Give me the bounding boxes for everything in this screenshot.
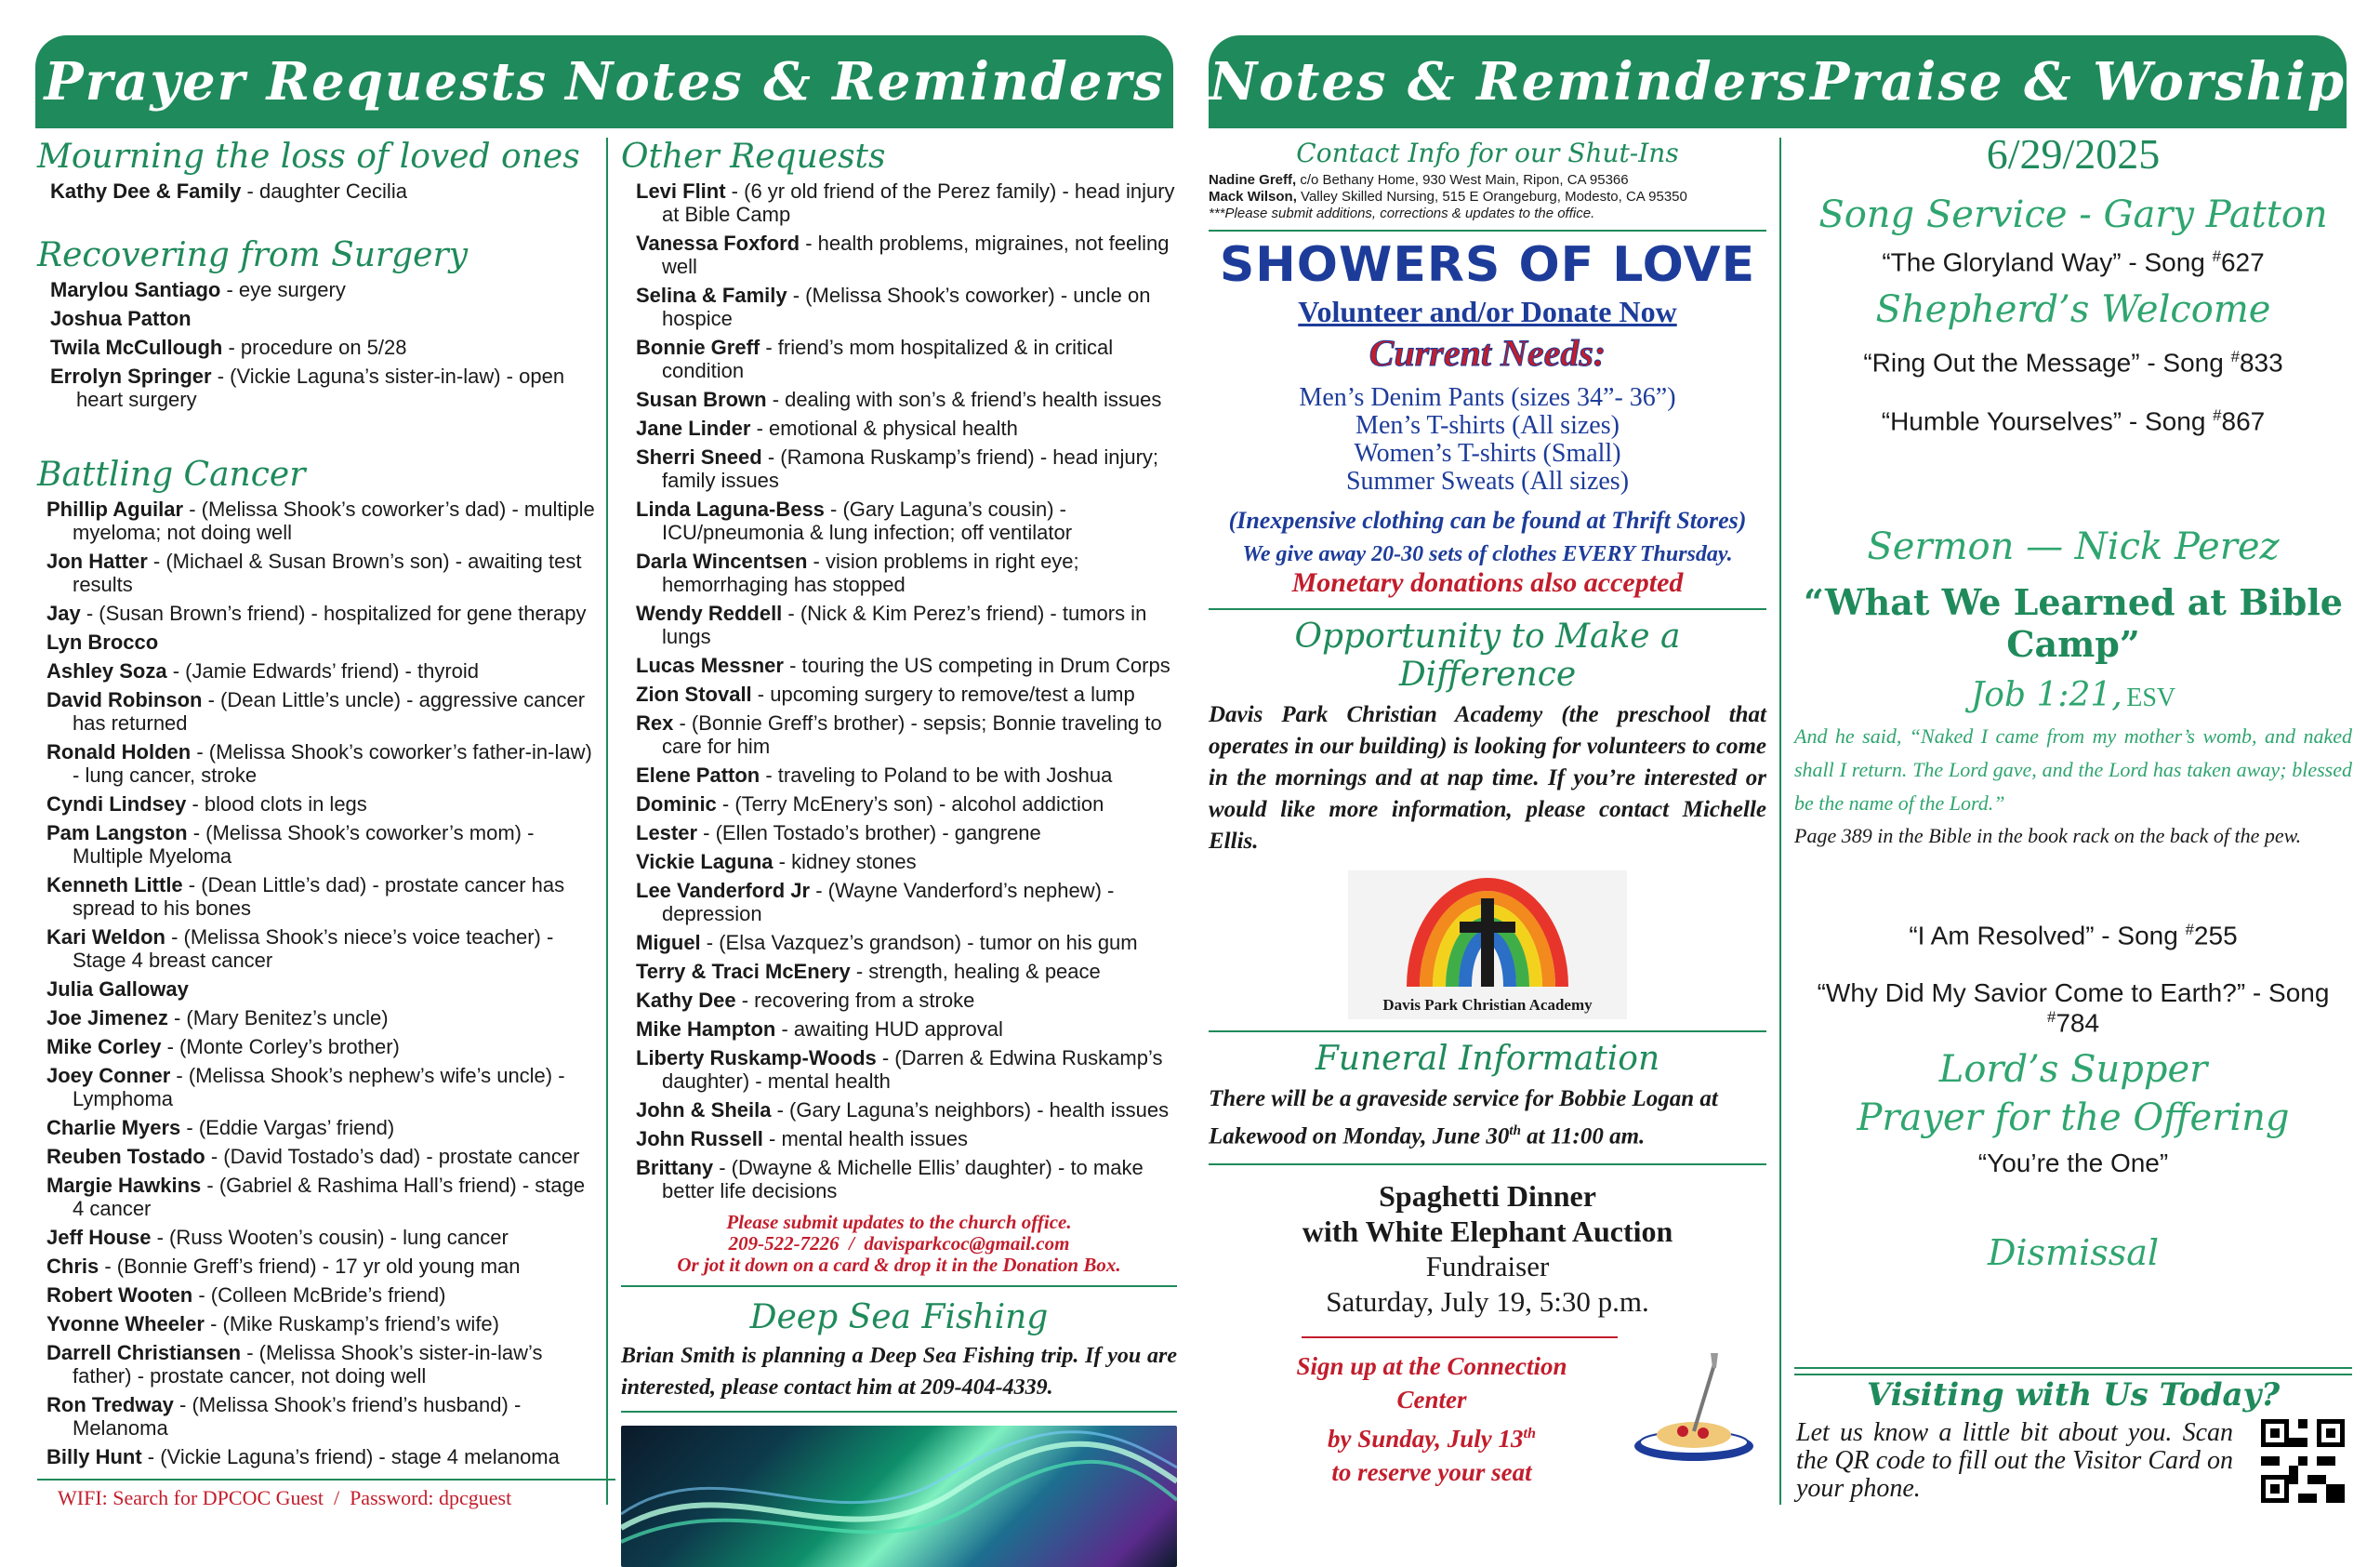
cancer-item-name: Ronald Holden [46,740,192,764]
surgery-item [50,365,595,411]
cancer-item [46,659,595,683]
signup-line2 [1264,1416,1599,1455]
other-item-detail: - (Nick & Kim Perez’s friend) - tumors in lungs [662,602,1147,648]
other-item-name: Darla Wincentsen [636,550,808,573]
divider-fishing [621,1285,1177,1287]
other-item [636,550,1177,596]
signup-line1: Sign up at the Connection Center [1296,1352,1567,1414]
verse-reference [1794,676,2352,714]
song-3-number: 867 [2221,405,2266,435]
other-item-detail: - awaiting HUD approval [775,1017,1003,1041]
spaghetti-line2: with White Elephant Auction [1302,1215,1673,1249]
other-item [636,179,1177,226]
other-item-name: Lee Vanderford Jr [636,879,811,902]
qr-code-icon[interactable] [2261,1419,2345,1503]
other-item-name: Lester [636,821,698,844]
other-item [636,821,1177,844]
other-item [636,683,1177,706]
song-1 [1794,247,2352,277]
cancer-item-name: David Robinson [46,688,203,711]
other-item [636,284,1177,330]
cancer-item-name: Cyndi Lindsey [46,792,187,816]
verse-ref: Job 1:21, [1970,675,2122,714]
academy-logo-text: Davis Park Christian Academy [1382,996,1593,1014]
cancer-item [46,1341,595,1388]
cancer-item-name: Julia Galloway [46,977,189,1001]
mourning-item-detail: - daughter Cecilia [241,179,407,203]
other-item [636,1046,1177,1093]
song-5-title: “Why Did My Savior Come to Earth?” - Song [1817,978,2330,1008]
surgery-item [50,336,595,359]
other-item-name: Bonnie Greff [636,336,760,359]
other-item [636,989,1177,1012]
cancer-item [46,873,595,920]
cancer-item-detail: - (Melissa Shook’s niece’s voice teacher) - Stage 4 breast cancer [73,925,554,972]
other-item-detail: - kidney stones [773,850,917,873]
cancer-item-detail: - (Dean Little’s uncle) - aggressive cancer has returned [73,688,586,735]
fishing-text: Brian Smith is planning a Deep Sea Fishing trip. If you are interested, please contact him at 209-404-4339. [621,1344,1177,1400]
signup-line3: to reserve your seat [1331,1458,1532,1487]
cancer-item-detail: - (Monte Corley’s brother) [161,1035,400,1058]
other-item [636,1127,1177,1150]
cancer-item-detail: - (Melissa Shook’s friend’s husband) - Melanoma [73,1393,522,1440]
other-item [636,388,1177,411]
opportunity-text: Davis Park Christian Academy (the preschool that operates in our building) is looking for volunteers to come in the mornings and at nap time. If you’re interested or would like more information, please contact Michelle Ellis. [1209,702,1766,854]
submit-line1: Please submit updates to the church office. [726,1211,1072,1233]
cancer-item [46,1312,595,1335]
showers-title: SHOWERS OF LOVE [1219,237,1756,293]
thrift-note: (Inexpensive clothing can be found at Thrift Stores) [1228,507,1747,534]
cancer-item-name: Mike Corley [46,1035,162,1058]
cancer-item-detail: - (Melissa Shook’s coworker’s father-in-law) - lung cancer, stroke [73,740,592,787]
surgery-item [50,278,595,301]
cancer-item-name: Joey Conner [46,1064,171,1087]
shutin-detail: c/o Bethany Home, 930 West Main, Ripon, CA 95366 [1296,172,1629,188]
other-item-detail: - (Melissa Shook’s coworker) - uncle on hospice [662,284,1151,330]
opportunity-title: Opportunity to Make a Difference [1294,618,1681,694]
funeral-title: Funeral Information [1315,1040,1660,1078]
need-item: Summer Sweats (All sizes) [1345,467,1630,496]
header-bar-right [1209,35,2347,128]
cancer-item [46,550,595,596]
prayer-column [37,138,595,1474]
other-item-detail: - (Gary Laguna’s cousin) - ICU/pneumonia & lung infection; off ventilator [662,498,1073,544]
cancer-item-name: Chris [46,1255,99,1278]
other-item-detail: - (Bonnie Greff’s brother) - sepsis; Bonnie traveling to care for him [662,711,1162,758]
spaghetti-plate-icon [1629,1346,1759,1467]
cancer-item [46,740,595,787]
other-item [636,1017,1177,1041]
need-item: Women’s T-shirts (Small) [1354,439,1621,468]
other-item [636,931,1177,954]
visiting-text: Let us know a little bit about you. Scan the QR code to fill out the Visitor Card on your phone. [1796,1418,2233,1503]
other-item-detail: - touring the US competing in Drum Corps [783,654,1170,677]
mourning-item [50,179,595,203]
other-item [636,232,1177,278]
divider-col1 [606,138,608,1505]
cancer-item [46,1226,595,1249]
cancer-item [46,1255,595,1278]
other-item-name: Vanessa Foxford [636,232,800,255]
decorative-wave-image [621,1426,1177,1567]
other-title: Other Requests [621,138,886,176]
other-item-detail: - (Wayne Vanderford’s nephew) - depression [662,879,1115,925]
other-item-name: Linda Laguna-Bess [636,498,825,521]
cancer-item-detail: - (Mike Ruskamp’s friend’s wife) [204,1312,499,1335]
funeral-text [1209,1083,1766,1152]
song-5 [1794,978,2352,1038]
other-item-name: Rex [636,711,674,735]
surgery-item [50,307,595,330]
surgery-item-name: Twila McCullough [50,336,223,359]
spaghetti-block [1209,1178,1766,1320]
cancer-item [46,602,595,625]
sermon-title: Sermon — Nick Perez [1867,525,2280,568]
cancer-item-name: Joe Jimenez [46,1006,168,1029]
other-item-detail: - (Dwayne & Michelle Ellis’ daughter) - to make better life decisions [662,1156,1144,1202]
cancer-item-name: Charlie Myers [46,1116,181,1139]
cancer-item [46,1064,595,1110]
other-item [636,654,1177,677]
song-2-number: 833 [2239,348,2283,378]
other-item-name: Jane Linder [636,417,751,440]
shutin-item [1209,172,1766,189]
other-item [636,417,1177,440]
need-item: Men’s T-shirts (All sizes) [1355,411,1620,440]
song-3 [1794,406,2352,436]
signup-area [1209,1336,1766,1487]
cancer-item-name: Darrell Christiansen [46,1341,242,1364]
praise-column [1794,130,2352,1273]
divider-col3 [1779,138,1781,1505]
other-item [636,764,1177,787]
other-item-detail: - upcoming surgery to remove/test a lump [751,683,1135,706]
signup-rule [1302,1336,1618,1338]
verse-text: And he said, “Naked I came from my mother’s womb, and naked shall I return. The Lord gave, and the Lord has taken away; blessed be the name of the Lord.” [1794,724,2352,815]
song-1-title: “The Gloryland Way” - Song [1882,247,2213,277]
cancer-item-name: Jon Hatter [46,550,148,573]
cancer-item [46,821,595,868]
song-4-title: “I Am Resolved” - Song [1909,921,2186,950]
surgery-title: Recovering from Surgery [37,236,469,274]
header-notes-left: Notes & Reminders [565,51,1165,113]
other-item-name: Dominic [636,792,717,816]
cancer-item-name: Kari Weldon [46,925,165,949]
signup-text [1264,1349,1599,1489]
surgery-item-detail: - eye surgery [220,278,346,301]
cancer-item-name: Reuben Tostado [46,1145,205,1168]
offering-title: Prayer for the Offering [1857,1096,2290,1139]
surgery-item-detail: - procedure on 5/28 [222,336,407,359]
other-item-detail: - (Ellen Tostado’s brother) - gangrene [697,821,1041,844]
other-item [636,1098,1177,1122]
cancer-item [46,977,595,1001]
divider-visiting [1794,1367,2352,1375]
cancer-list [37,498,595,1468]
other-item-name: Brittany [636,1156,714,1179]
divider-spaghetti [1209,1163,1766,1165]
verse-version: ESV [2126,683,2176,712]
song-5-number: 784 [2056,1008,2100,1038]
song-4-number: 255 [2193,921,2238,950]
shutin-item [1209,189,1766,206]
song-3-title: “Humble Yourselves” - Song [1881,405,2214,435]
other-item-detail: - (Ramona Ruskamp’s friend) - head injury; family issues [662,445,1159,492]
cancer-item-name: Jay [46,602,81,625]
cancer-item-detail: - (Michael & Susan Brown’s son) - awaiting test results [73,550,582,596]
other-item-detail: - health problems, migraines, not feeling well [662,232,1170,278]
song-service-title: Song Service - Gary Patton [1818,193,2328,236]
cancer-item [46,1006,595,1029]
song-1-number: 627 [2220,247,2265,277]
other-item-detail: - friend’s mom hospitalized & in critical condition [662,336,1114,382]
cancer-item [46,631,595,654]
other-item-detail: - (6 yr old friend of the Perez family) - head injury at Bible Camp [662,179,1175,226]
need-item: Men’s Denim Pants (sizes 34”- 36”) [1299,383,1676,412]
other-item [636,879,1177,925]
monetary-note: Monetary donations also accepted [1291,567,1684,598]
volunteer-link[interactable]: Volunteer and/or Donate Now [1298,295,1677,328]
header-prayer-requests: Prayer Requests [44,51,549,113]
surgery-item-detail: - (Vickie Laguna’s sister-in-law) - open heart surgery [76,365,565,411]
other-item-detail: - (Gary Laguna’s neighbors) - health issues [771,1098,1170,1122]
cancer-item [46,498,595,544]
divider-showers [1209,230,1766,232]
cancer-item-name: Margie Hawkins [46,1174,202,1197]
cancer-item [46,1116,595,1139]
cancer-item-detail: - (Russ Wooten’s cousin) - lung cancer [151,1226,509,1249]
cancer-item-name: Lyn Brocco [46,631,159,654]
dismissal-title: Dismissal [1987,1231,2160,1273]
cancer-item [46,925,595,972]
cancer-item [46,1035,595,1058]
other-item [636,498,1177,544]
cancer-item-detail: - (Dean Little’s dad) - prostate cancer has spread to his bones [73,873,565,920]
other-item-name: Mike Hampton [636,1017,776,1041]
rainbow-cross-icon [1348,870,1627,991]
giveaway-note: We give away 20-30 sets of clothes EVERY Thursday. [1242,542,1733,566]
wave-graphic [621,1426,1177,1567]
other-item-name: Wendy Reddell [636,602,783,625]
divider-funeral [1209,1030,1766,1032]
song-2-title: “Ring Out the Message” - Song [1863,348,2231,378]
surgery-item-name: Errolyn Springer [50,365,212,388]
cancer-item [46,1445,595,1468]
song-2 [1794,348,2352,378]
cancer-item [46,1174,595,1220]
other-item [636,960,1177,983]
cancer-item-detail: - (Melissa Shook’s coworker’s mom) - Multiple Myeloma [73,821,535,868]
cancer-item-detail: - blood clots in legs [186,792,367,816]
cancer-item-name: Yvonne Wheeler [46,1312,205,1335]
welcome-title: Shepherd’s Welcome [1875,288,2271,332]
mourning-item-name: Kathy Dee & Family [50,179,242,203]
other-item-name: Kathy Dee [636,989,736,1012]
current-needs-title: Current Needs: [1368,332,1606,374]
cancer-item-name: Jeff House [46,1226,152,1249]
other-item-name: Liberty Ruskamp-Woods [636,1046,877,1069]
other-item-name: Sherri Sneed [636,445,762,469]
other-item-name: Vickie Laguna [636,850,774,873]
needs-list [1209,384,1766,496]
mourning-title: Mourning the loss of loved ones [37,138,580,176]
shutin-name: Mack Wilson, [1209,189,1297,205]
sermon-name: “What We Learned at Bible Camp” [1804,580,2343,665]
shutin-name: Nadine Greff, [1209,172,1297,188]
cancer-item-detail: - (Eddie Vargas’ friend) [180,1116,395,1139]
other-item-name: Terry & Traci McEnery [636,960,851,983]
cancer-item-detail: - (Melissa Shook’s coworker’s dad) - multiple myeloma; not doing well [73,498,595,544]
other-item-name: John & Sheila [636,1098,772,1122]
cancer-item-detail: - (Melissa Shook’s nephew’s wife’s uncle) - Lymphoma [73,1064,565,1110]
notes-column [1209,138,1766,1487]
qr-code-graphic [2261,1419,2345,1503]
other-item-name: Elene Patton [636,764,760,787]
cancer-item-detail: - (Mary Benitez’s uncle) [167,1006,389,1029]
other-item-detail: - vision problems in right eye; hemorrhaging has stopped [662,550,1079,596]
cancer-item [46,1145,595,1168]
other-item-detail: - (Terry McEnery’s son) - alcohol addiction [716,792,1104,816]
cancer-item-detail: - (Melissa Shook’s sister-in-law’s father) - prostate cancer, not doing well [73,1341,543,1388]
cancer-item-detail: - (Gabriel & Rashima Hall’s friend) - stage 4 cancer [73,1174,586,1220]
header-notes-right: Notes & Reminders [1209,51,1809,113]
other-item [636,792,1177,816]
page-note: Page 389 in the Bible in the book rack on the back of the pew. [1794,823,2302,847]
other-item-name: John Russell [636,1127,763,1150]
other-item-detail: - (Darren & Edwina Ruskamp’s daughter) - mental health [662,1046,1163,1093]
cancer-item-detail: - (Vickie Laguna’s friend) - stage 4 melanoma [141,1445,560,1468]
cancer-title: Battling Cancer [37,456,306,494]
surgery-list [37,278,595,411]
other-item [636,602,1177,648]
cancer-item [46,1283,595,1307]
divider-wave [621,1411,1177,1413]
fishing-title: Deep Sea Fishing [749,1298,1049,1336]
other-item-name: Selina & Family [636,284,787,307]
song-4-hash: # [2185,920,2194,938]
shutins-list [1209,172,1766,206]
cancer-item-detail: - (Colleen McBride’s friend) [192,1283,446,1307]
shutins-note: ***Please submit additions, corrections & updates to the office. [1209,206,1595,221]
wifi-info: WIFI: Search for DPCOC Guest / Password: dpcguest [37,1479,615,1510]
cancer-item-name: Billy Hunt [46,1445,142,1468]
service-date: 6/29/2025 [1986,130,2161,178]
song-4 [1794,921,2352,950]
cancer-item-name: Ashley Soza [46,659,167,683]
funeral-text-a: There will be a graveside service for Bobbie Logan at Lakewood on Monday, June 30 [1209,1086,1718,1149]
song-3-hash: # [2213,405,2222,424]
other-item-detail: - mental health issues [762,1127,969,1150]
other-column [621,138,1177,1567]
header-praise-worship: Praise & Worship [1810,51,2346,113]
shutins-title: Contact Info for our Shut-Ins [1296,138,1679,168]
song-5-hash: # [2046,1008,2056,1027]
cancer-item [46,1393,595,1440]
other-item-name: Zion Stovall [636,683,752,706]
cancer-item-name: Kenneth Little [46,873,183,896]
other-item-detail: - strength, healing & peace [850,960,1101,983]
other-item-detail: - traveling to Poland to be with Joshua [760,764,1113,787]
mourning-list [37,179,595,203]
cancer-item-name: Robert Wooten [46,1283,193,1307]
other-item [636,336,1177,382]
other-item [636,850,1177,873]
other-item-name: Susan Brown [636,388,767,411]
cancer-item-detail: - (Jamie Edwards’ friend) - thyroid [166,659,480,683]
song-2-hash: # [2230,348,2240,366]
cancer-item [46,792,595,816]
cancer-item-name: Phillip Aguilar [46,498,184,521]
song-6: “You’re the One” [1977,1148,2169,1177]
cancer-item-name: Ron Tredway [46,1393,174,1416]
funeral-text-b: at 11:00 am. [1520,1123,1646,1149]
spaghetti-line3: Fundraiser [1425,1250,1550,1283]
submit-line2: 209-522-7226 / davisparkcoc@gmail.com [728,1232,1070,1255]
other-item-name: Lucas Messner [636,654,784,677]
cancer-item-detail: - (Bonnie Greff’s friend) - 17 yr old young man [99,1255,521,1278]
song-1-hash: # [2212,247,2221,265]
other-item-detail: - emotional & physical health [750,417,1018,440]
cancer-item [46,688,595,735]
cancer-item-detail: - (Susan Brown’s friend) - hospitalized for gene therapy [80,602,587,625]
spaghetti-line4: Saturday, July 19, 5:30 p.m. [1326,1285,1649,1319]
other-item [636,711,1177,758]
academy-logo [1348,870,1627,1019]
surgery-item-name: Marylou Santiago [50,278,221,301]
header-bar-left [35,35,1173,128]
visiting-title: Visiting with Us Today? [1866,1376,2281,1414]
other-item-detail: - dealing with son’s & friend’s health issues [766,388,1162,411]
cancer-item-name: Pam Langston [46,821,188,844]
shutin-detail: Valley Skilled Nursing, 515 E Orangeburg, Modesto, CA 95350 [1296,189,1687,205]
supper-title: Lord’s Supper [1938,1047,2208,1091]
submit-line3: Or jot it down on a card & drop it in the Donation Box. [677,1254,1121,1276]
cancer-item-detail: - (David Tostado’s dad) - prostate cancer [205,1145,580,1168]
spaghetti-line1: Spaghetti Dinner [1379,1179,1596,1214]
divider-opportunity [1209,608,1766,610]
other-item-detail: - recovering from a stroke [735,989,975,1012]
other-item-detail: - (Elsa Vazquez’s grandson) - tumor on his gum [700,931,1138,954]
other-item [636,445,1177,492]
signup-line2-text: by Sunday, July 13 [1327,1425,1524,1454]
surgery-item-name: Joshua Patton [50,307,192,330]
other-item-name: Levi Flint [636,179,726,203]
other-item [636,1156,1177,1202]
funeral-sup: th [1509,1123,1521,1138]
signup-line2-sup: th [1523,1425,1537,1442]
submit-note [621,1212,1177,1276]
other-item-name: Miguel [636,931,701,954]
other-list [621,179,1177,1202]
